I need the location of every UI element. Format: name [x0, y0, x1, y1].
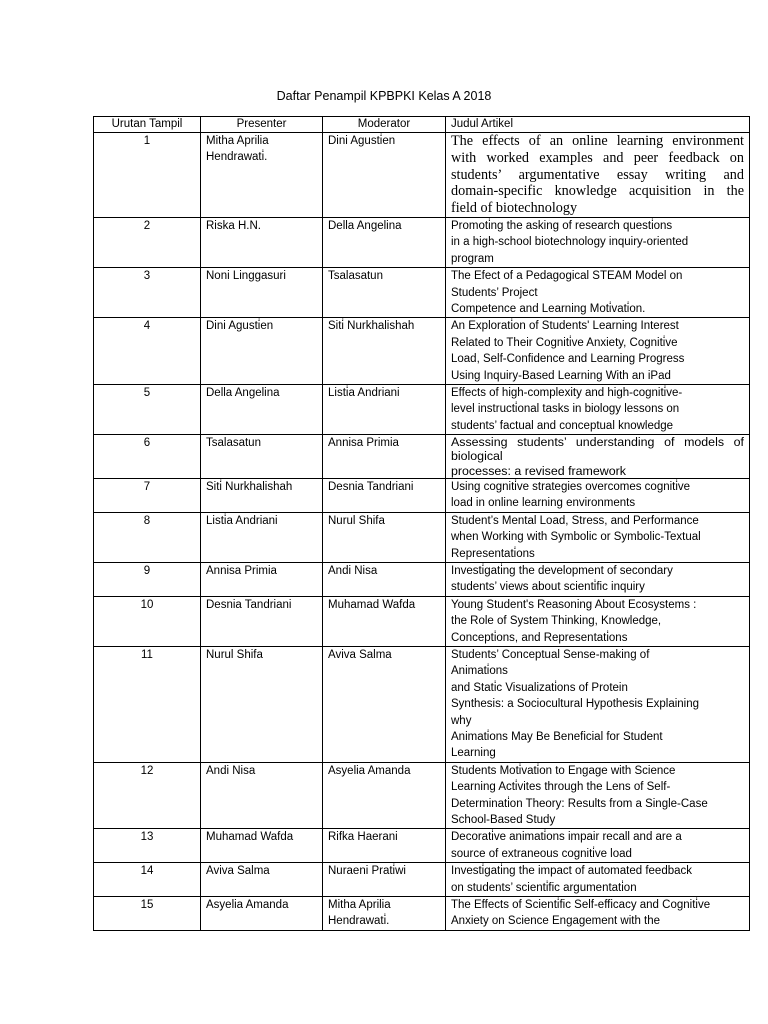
- cell-text-line: Assessing students’ understanding of models of: [451, 435, 744, 450]
- article-title-cell: [446, 512, 750, 562]
- column-header-moderator: Moderator: [323, 117, 446, 133]
- cell-text-line: Using cogniti̇ve strategies overcomes cogniti̇ve: [451, 480, 691, 493]
- cell-text-line: Decorati̇ve animati̇ons impair recall and are a: [451, 831, 682, 844]
- cell-text-line: Nurul Shifa: [206, 648, 263, 661]
- cell-text-line: Siti̇ Nurkhalishah: [206, 480, 293, 493]
- cell-text-line: Learning: [451, 747, 496, 760]
- article-title-cell: [446, 762, 750, 829]
- article-title-cell: [446, 385, 750, 435]
- table-row: [94, 829, 750, 863]
- cell-text-line: Desnia Tandriani: [328, 480, 414, 493]
- order-number-cell: 8: [94, 512, 201, 562]
- cell-text-line: Students’ Conceptual Sense-making of: [451, 648, 650, 661]
- table-row: [94, 762, 750, 829]
- order-number-cell: 13: [94, 829, 201, 863]
- cell-text-line: Animati̇ons May Be Beneficial for Student: [451, 730, 663, 743]
- presenter-cell: [201, 646, 323, 762]
- cell-text-line: load in online learning environments: [451, 497, 636, 510]
- column-header-presenter: Presenter: [201, 117, 323, 133]
- moderator-cell: [323, 562, 446, 596]
- table-row: [94, 268, 750, 318]
- cell-text-line: Anxiety on Science Engagement with the: [451, 915, 661, 928]
- presenter-cell: [201, 385, 323, 435]
- presenter-cell: [201, 133, 323, 218]
- cell-text-line: Aviva Salma: [328, 648, 392, 661]
- cell-text-line: Asyelia Amanda: [328, 764, 411, 777]
- order-number-cell: 14: [94, 863, 201, 897]
- table-row: [94, 646, 750, 762]
- cell-text-line: Investi̇gati̇ng the development of secondary: [451, 564, 673, 577]
- cell-text-line: The Efect of a Pedagogical STEAM Model on: [451, 270, 683, 283]
- cell-text-line: program: [451, 252, 494, 265]
- presenter-cell: [201, 562, 323, 596]
- cell-text-line: Students Moti̇vati̇on to Engage with Science: [451, 764, 676, 777]
- order-number-cell: 3: [94, 268, 201, 318]
- order-number-cell: 10: [94, 596, 201, 646]
- article-title-cell: [446, 133, 750, 218]
- cell-text-line: Andi Nisa: [328, 564, 378, 577]
- cell-text-line: Siti̇ Nurkhalishah: [328, 320, 415, 333]
- order-number-cell: 9: [94, 562, 201, 596]
- cell-text-line: Listi̇a Andriani: [328, 387, 400, 400]
- cell-text-line: Annisa Primia: [206, 564, 277, 577]
- cell-text-line: level instructi̇onal tasks in biology lessons on: [451, 403, 680, 416]
- presenter-cell: [201, 217, 323, 267]
- order-number-cell: 2: [94, 217, 201, 267]
- cell-text-line: Rifka Haerani: [328, 831, 398, 844]
- cell-text-line: on students’ scienti̇fic argumentati̇on: [451, 881, 637, 894]
- presenter-cell: [201, 863, 323, 897]
- column-header-article-title: Judul Artikel: [446, 117, 750, 133]
- cell-text-line: Asyelia Amanda: [206, 899, 289, 912]
- table-row: [94, 133, 750, 218]
- table-row: [94, 478, 750, 512]
- cell-text-line: Listi̇a Andriani: [206, 514, 278, 527]
- column-header-order: Urutan Tampil: [94, 117, 201, 133]
- article-title-cell: [446, 863, 750, 897]
- article-title-cell: [446, 596, 750, 646]
- article-title-cell: [446, 562, 750, 596]
- presenter-cell: [201, 512, 323, 562]
- cell-text-line: when Working with Symbolic or Symbolic-Textual: [451, 531, 701, 544]
- table-row: [94, 897, 750, 931]
- cell-text-line: Promoti̇ng the asking of research questi̇ons: [451, 219, 673, 232]
- article-title-cell: [446, 318, 750, 385]
- table-row: [94, 562, 750, 596]
- moderator-cell: [323, 385, 446, 435]
- presenter-cell: [201, 478, 323, 512]
- moderator-cell: [323, 133, 446, 218]
- cell-text-line: Young Student's Reasoning About Ecosystems :: [451, 598, 697, 611]
- moderator-cell: [323, 897, 446, 931]
- cell-text-line: Mitha Aprilia: [206, 135, 269, 147]
- cell-text-line: the Role of System Thinking, Knowledge,: [451, 615, 662, 628]
- presenter-cell: [201, 897, 323, 931]
- cell-text-line: Synthesis: a Sociocultural Hypothesis Explaining: [451, 698, 700, 711]
- cell-text-line: Nuraeni Prati̇wi: [328, 865, 406, 878]
- cell-text-line: The effects of an online learning environment: [451, 133, 744, 149]
- cell-text-line: and Stati̇c Visualizati̇ons of Protein: [451, 681, 628, 694]
- presenter-cell: [201, 762, 323, 829]
- presenter-schedule-table: [93, 116, 750, 931]
- cell-text-line: Dini Agusti̇en: [206, 320, 274, 333]
- article-title-cell: [446, 435, 750, 479]
- moderator-cell: [323, 646, 446, 762]
- presenter-cell: [201, 268, 323, 318]
- cell-text-line: Della Angelina: [206, 387, 280, 400]
- moderator-cell: [323, 435, 446, 479]
- order-number-cell: 12: [94, 762, 201, 829]
- moderator-cell: [323, 217, 446, 267]
- cell-text-line: in a high-school biotechnology inquiry-oriented: [451, 236, 689, 249]
- cell-text-line: Students’ Project: [451, 286, 538, 299]
- table-row: [94, 435, 750, 479]
- cell-text-line: Determinati̇on Theory: Results from a Single-Case: [451, 797, 708, 810]
- cell-text-line: Nurul Shifa: [328, 514, 385, 527]
- cell-text-line: Representati̇ons: [451, 547, 535, 560]
- cell-text-line: source of extraneous cogniti̇ve load: [451, 847, 632, 860]
- article-title-cell: [446, 478, 750, 512]
- moderator-cell: [323, 512, 446, 562]
- moderator-cell: [323, 762, 446, 829]
- cell-text-line: Concepti̇ons, and Representati̇ons: [451, 631, 628, 644]
- cell-text-line: why: [451, 714, 472, 727]
- cell-text-line: biological: [451, 449, 503, 464]
- cell-text-line: School-Based Study: [451, 814, 556, 826]
- table-row: [94, 318, 750, 385]
- presenter-cell: [201, 596, 323, 646]
- cell-text-line: Effects of high-complexity and high-cogniti̇ve-: [451, 387, 683, 400]
- cell-text-line: Annisa Primia: [328, 437, 399, 450]
- cell-text-line: Hendrawati̇.: [328, 915, 390, 928]
- moderator-cell: [323, 863, 446, 897]
- article-title-cell: [446, 217, 750, 267]
- moderator-cell: [323, 596, 446, 646]
- cell-text-line: field of biotechnology: [451, 200, 578, 217]
- cell-text-line: Mitha Aprilia: [328, 899, 391, 912]
- cell-text-line: Learning Acti̇vites through the Lens of Self-: [451, 781, 671, 794]
- cell-text-line: The Effects of Scienti̇fic Self-efficacy and Cogniti̇ve: [451, 899, 711, 912]
- cell-text-line: Desnia Tandriani: [206, 598, 292, 611]
- cell-text-line: students’ factual and conceptual knowledge: [451, 419, 674, 432]
- order-number-cell: 5: [94, 385, 201, 435]
- article-title-cell: [446, 829, 750, 863]
- cell-text-line: Della Angelina: [328, 219, 402, 232]
- moderator-cell: [323, 318, 446, 385]
- order-number-cell: 11: [94, 646, 201, 762]
- moderator-cell: [323, 478, 446, 512]
- table-header-row: [94, 117, 750, 133]
- cell-text-line: Student’s Mental Load, Stress, and Performance: [451, 514, 699, 527]
- cell-text-line: Animati̇ons: [451, 665, 508, 678]
- cell-text-line: processes: a revised framework: [451, 463, 626, 478]
- page-title: Daftar Penampil KPBPKI Kelas A 2018: [276, 89, 492, 103]
- cell-text-line: domain-specific knowledge acquisition in the: [451, 183, 744, 200]
- cell-text-line: Related to Their Cogniti̇ve Anxiety, Cogniti̇ve: [451, 336, 678, 349]
- cell-text-line: Tsalasatun: [206, 437, 261, 450]
- cell-text-line: Competence and Learning Moti̇vati̇on.: [451, 303, 646, 316]
- table-row: [94, 863, 750, 897]
- cell-text-line: Muhamad Wafda: [206, 831, 294, 844]
- presenter-cell: [201, 318, 323, 385]
- order-number-cell: 4: [94, 318, 201, 385]
- moderator-cell: [323, 268, 446, 318]
- order-number-cell: 1: [94, 133, 201, 218]
- cell-text-line: Aviva Salma: [206, 865, 270, 878]
- order-number-cell: 15: [94, 897, 201, 931]
- article-title-cell: [446, 646, 750, 762]
- table-row: [94, 385, 750, 435]
- cell-text-line: Riska H.N.: [206, 219, 261, 232]
- cell-text-line: students’ argumentative essay writing and: [451, 166, 744, 183]
- article-title-cell: [446, 268, 750, 318]
- cell-text-line: Load, Self-Confidence and Learning Progress: [451, 353, 685, 366]
- cell-text-line: Tsalasatun: [328, 270, 383, 283]
- order-number-cell: 7: [94, 478, 201, 512]
- cell-text-line: Muhamad Wafda: [328, 598, 416, 611]
- table-row: [94, 596, 750, 646]
- table-row: [94, 217, 750, 267]
- cell-text-line: students’ views about scienti̇fic inquiry: [451, 581, 645, 594]
- presenter-cell: [201, 829, 323, 863]
- cell-text-line: with worked examples and peer feedback on: [451, 149, 744, 166]
- cell-text-line: Using Inquiry-Based Learning With an iPad: [451, 369, 671, 382]
- moderator-cell: [323, 829, 446, 863]
- cell-text-line: An Explorati̇on of Students' Learning Interest: [451, 320, 679, 333]
- article-title-cell: [446, 897, 750, 931]
- cell-text-line: Dini Agusti̇en: [328, 135, 396, 147]
- presenter-cell: [201, 435, 323, 479]
- cell-text-line: Noni Linggasuri: [206, 270, 286, 283]
- cell-text-line: Andi Nisa: [206, 764, 256, 777]
- table-row: [94, 512, 750, 562]
- cell-text-line: Investi̇gati̇ng the impact of automated feedback: [451, 865, 693, 878]
- order-number-cell: 6: [94, 435, 201, 479]
- cell-text-line: Hendrawati̇.: [206, 151, 268, 164]
